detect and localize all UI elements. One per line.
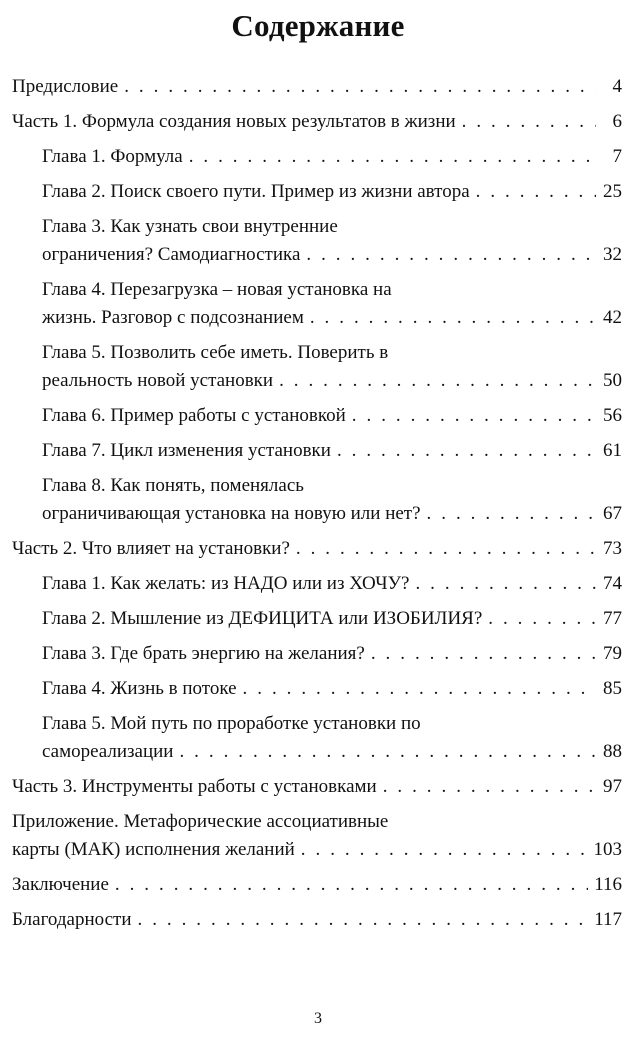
toc-entry-title-line: Глава 4. Жизнь в потоке <box>42 678 237 699</box>
toc-entry[interactable] <box>42 472 622 528</box>
toc-entry-page-number: 85 <box>603 678 622 699</box>
toc-entry[interactable] <box>42 640 622 668</box>
toc-entry-title-line: Приложение. Метафорические ассоциативные <box>12 811 389 832</box>
toc-entry-page-number: 79 <box>603 643 622 664</box>
toc-entry-page-number: 32 <box>603 244 622 265</box>
toc-entry-row <box>12 906 622 934</box>
toc-entry-title-line: карты (МАК) исполнения желаний <box>12 839 295 860</box>
toc-entry[interactable] <box>42 276 622 332</box>
toc-entry-page-number: 25 <box>603 181 622 202</box>
toc-entry-page-number: 73 <box>603 538 622 559</box>
toc-entry-title-line: Глава 2. Поиск своего пути. Пример из жизни автора <box>42 181 470 202</box>
toc-entry-title-line: ограничивающая установка на новую или нет? <box>42 503 421 524</box>
dot-leader <box>179 738 596 766</box>
toc-entry-row <box>42 640 622 668</box>
toc-entry-row <box>42 738 622 766</box>
toc-entry[interactable] <box>12 773 622 801</box>
toc-entry[interactable] <box>42 570 622 598</box>
toc-entry-row <box>42 304 622 332</box>
toc-entry[interactable] <box>12 871 622 899</box>
dot-leader <box>310 304 596 332</box>
toc-entry[interactable] <box>12 73 622 101</box>
dot-leader <box>115 871 588 899</box>
toc-entry-title-line: Глава 5. Позволить себе иметь. Поверить в <box>42 342 389 363</box>
toc-entry-title-line: Предисловие <box>12 76 119 97</box>
dot-leader <box>371 640 596 668</box>
toc-entry-row <box>12 773 622 801</box>
toc-entry-page-number: 88 <box>603 741 622 762</box>
toc-entry-title-line: Глава 3. Как узнать свои внутренние <box>42 216 338 237</box>
toc-entry-title-line: самореализации <box>42 741 174 762</box>
toc-entry-page-number: 4 <box>612 76 622 97</box>
toc-entry-page-number: 42 <box>603 307 622 328</box>
toc-entry[interactable] <box>42 402 622 430</box>
toc-entry-page-number: 116 <box>594 874 622 895</box>
toc-entry-row <box>42 605 622 633</box>
toc-entry-page-number: 77 <box>603 608 622 629</box>
toc-entry-row <box>42 367 622 395</box>
toc-entry-title-line: ограничения? Самодиагностика <box>42 244 301 265</box>
toc-entry-page-number: 50 <box>603 370 622 391</box>
toc-entry-title-line: Глава 4. Перезагрузка – новая установка на <box>42 279 392 300</box>
toc-entry-title-line: Заключение <box>12 874 109 895</box>
dot-leader <box>352 402 596 430</box>
toc-entry-row <box>42 675 622 703</box>
toc-entry-row <box>42 437 622 465</box>
toc-entry-title-line: жизнь. Разговор с подсознанием <box>42 307 304 328</box>
toc-entry[interactable] <box>42 605 622 633</box>
toc-entry-page-number: 103 <box>593 839 622 860</box>
dot-leader <box>415 570 596 598</box>
toc-entry-row <box>42 143 622 171</box>
toc-entry-row <box>42 178 622 206</box>
toc-entry-page-number: 61 <box>603 440 622 461</box>
toc-entry-page-number: 117 <box>594 909 622 930</box>
toc-entry-row <box>12 836 622 864</box>
toc-entry-page-number: 97 <box>603 776 622 797</box>
dot-leader <box>488 605 596 633</box>
dot-leader <box>189 143 596 171</box>
toc-entry-page-number: 74 <box>603 573 622 594</box>
dot-leader <box>301 836 588 864</box>
toc-entry[interactable] <box>42 710 622 766</box>
toc-entry[interactable] <box>42 339 622 395</box>
dot-leader <box>124 73 596 101</box>
toc-entry-title-line: Глава 2. Мышление из ДЕФИЦИТА или ИЗОБИЛИЯ? <box>42 608 483 629</box>
toc-entry[interactable] <box>12 906 622 934</box>
dot-leader <box>462 108 596 136</box>
toc-entry-page-number: 67 <box>603 503 622 524</box>
toc-entry-page-number: 56 <box>603 405 622 426</box>
toc-entry-title-line: Часть 3. Инструменты работы с установками <box>12 776 377 797</box>
toc-entry-row <box>42 570 622 598</box>
toc-entry-row <box>12 871 622 899</box>
toc-entry-title-line: Глава 5. Мой путь по проработке установки по <box>42 713 421 734</box>
toc-entry-row <box>42 241 622 269</box>
toc-entry-title-line: Глава 7. Цикл изменения установки <box>42 440 331 461</box>
dot-leader <box>279 367 596 395</box>
page-number: 3 <box>314 1010 322 1027</box>
toc-entry[interactable] <box>12 808 622 864</box>
toc-entry[interactable] <box>42 213 622 269</box>
toc-entry-title-line: Глава 1. Формула <box>42 146 183 167</box>
dot-leader <box>138 906 589 934</box>
dot-leader <box>306 241 596 269</box>
toc-entry[interactable] <box>42 437 622 465</box>
dot-leader <box>476 178 596 206</box>
page-title: Содержание <box>231 8 405 43</box>
toc-entry-title-line: Глава 1. Как желать: из НАДО или из ХОЧУ? <box>42 573 410 594</box>
toc-entry-row <box>42 500 622 528</box>
toc-entry-row <box>12 73 622 101</box>
toc-entry[interactable] <box>42 675 622 703</box>
toc-entry-page-number: 7 <box>612 146 622 167</box>
toc-entry-title-line: Благодарности <box>12 909 132 930</box>
toc-entry[interactable] <box>42 178 622 206</box>
toc-entry-row <box>42 402 622 430</box>
toc-entry-row <box>12 535 622 563</box>
toc-entry[interactable] <box>42 143 622 171</box>
toc-entry-page-number: 6 <box>612 111 622 132</box>
toc-entry-title-line: Глава 6. Пример работы с установкой <box>42 405 346 426</box>
toc-entry-row <box>12 108 622 136</box>
toc-entry-title-line: Глава 8. Как понять, поменялась <box>42 475 304 496</box>
toc-entry[interactable] <box>12 535 622 563</box>
dot-leader <box>243 675 596 703</box>
toc-entry-title-line: Глава 3. Где брать энергию на желания? <box>42 643 365 664</box>
toc-entry-title-line: Часть 2. Что влияет на установки? <box>12 538 290 559</box>
toc-entry-title-line: Часть 1. Формула создания новых результатов в жизни <box>12 111 456 132</box>
dot-leader <box>383 773 596 801</box>
toc-entry[interactable] <box>12 108 622 136</box>
toc-entry-title-line: реальность новой установки <box>42 370 274 391</box>
dot-leader <box>427 500 596 528</box>
dot-leader <box>296 535 596 563</box>
dot-leader <box>337 437 596 465</box>
